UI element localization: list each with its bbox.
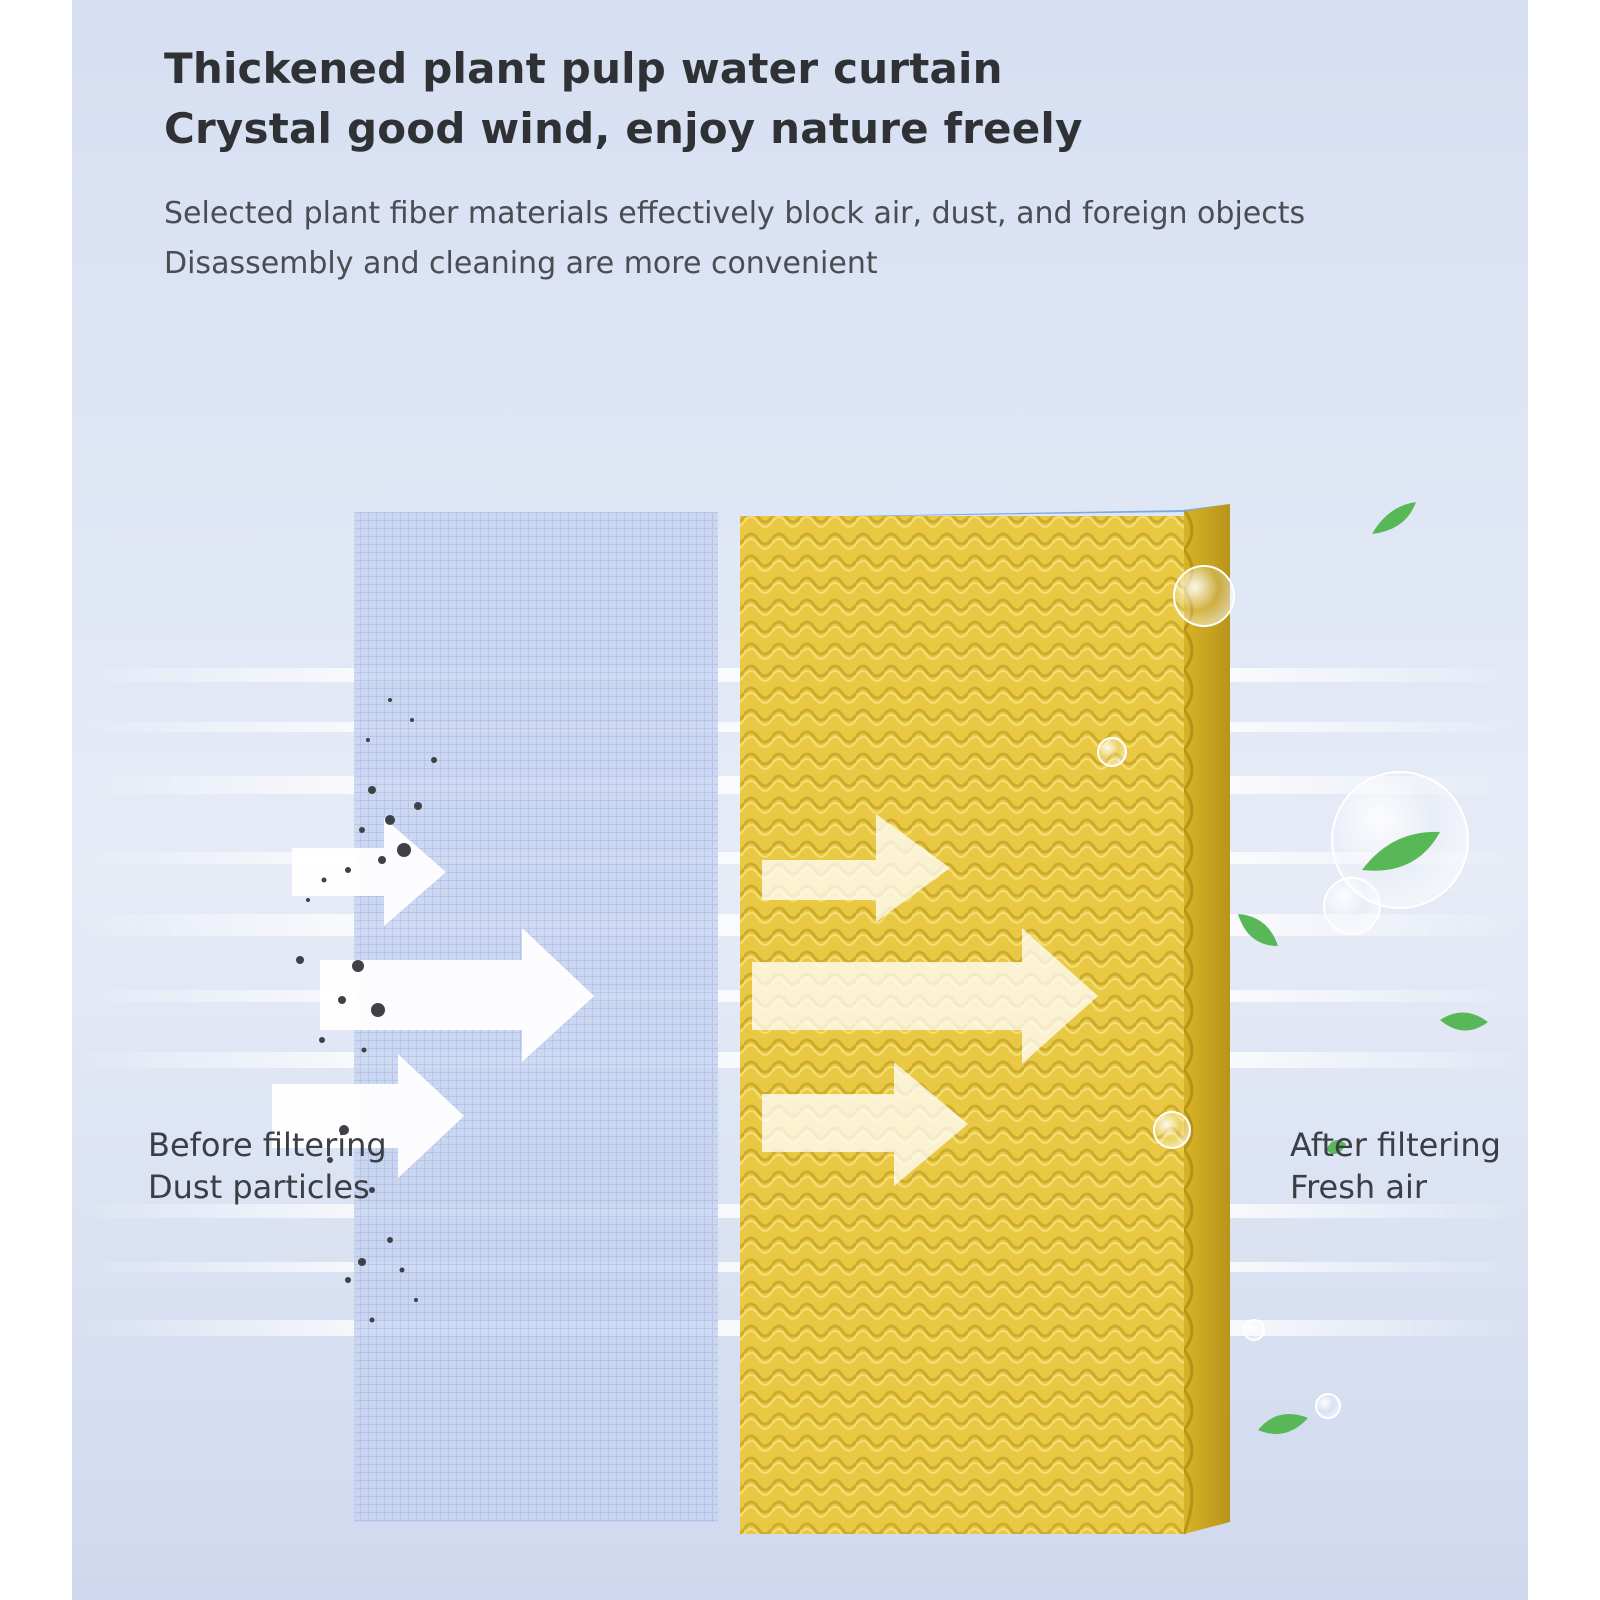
headline-line-2: Crystal good wind, enjoy nature freely xyxy=(164,104,1083,153)
description-line-1: Selected plant fiber materials effectively block air, dust, and foreign objects xyxy=(164,196,1306,231)
leaves xyxy=(1238,502,1488,1434)
before-filtering-label: Before filtering xyxy=(148,1126,387,1164)
fresh-air-label: Fresh air xyxy=(1290,1168,1427,1206)
dust-particles-label: Dust particles xyxy=(148,1168,370,1206)
after-filtering-label: After filtering xyxy=(1290,1126,1501,1164)
description-line-2: Disassembly and cleaning are more convenient xyxy=(164,246,878,281)
filtration-illustration xyxy=(72,0,1528,1600)
headline-line-1: Thickened plant pulp water curtain xyxy=(164,44,1003,93)
product-feature-panel xyxy=(72,0,1528,1600)
